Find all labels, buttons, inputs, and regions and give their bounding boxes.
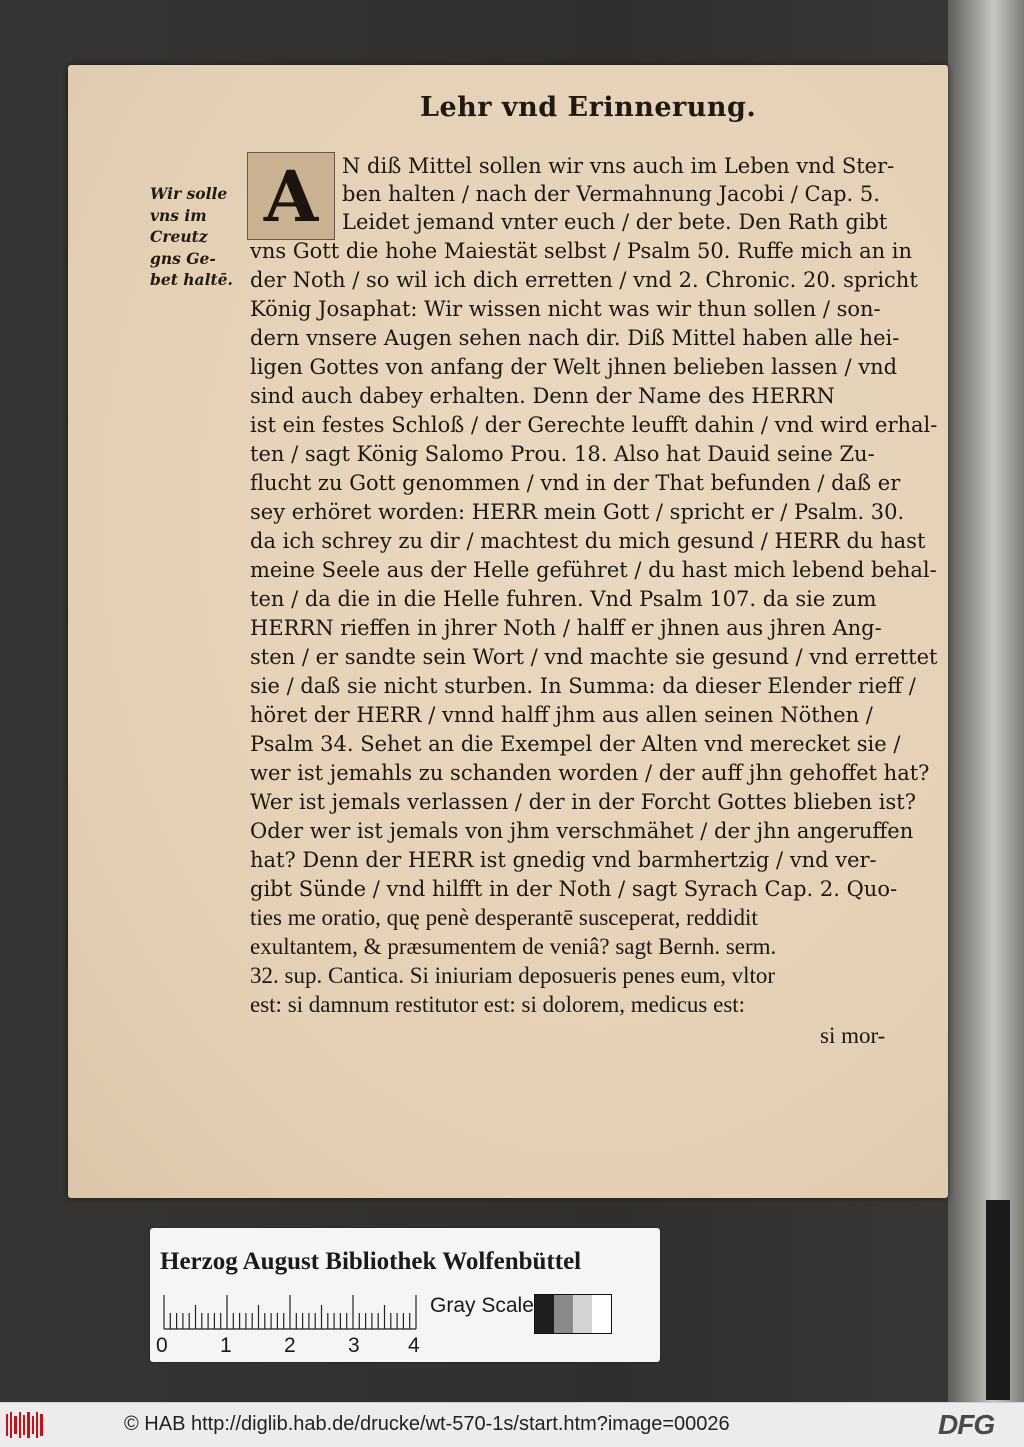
body-line: exultantem, & præsumentem de veniâ? sagt Bernh. serm. bbox=[250, 934, 777, 959]
ruler-number: 3 bbox=[348, 1334, 360, 1357]
body-line: Leidet jemand vnter euch / der bete. Den Rath gibt bbox=[342, 210, 888, 234]
page-header: Lehr vnd Erinnerung. bbox=[420, 92, 757, 123]
body-line: hat? Denn der HERR ist gnedig vnd barmhertzig / vnd ver- bbox=[250, 848, 877, 872]
viewer-footer bbox=[0, 1402, 1024, 1447]
margin-note-line: bet haltē. bbox=[150, 270, 233, 289]
body-line: Oder wer ist jemals von jhm verschmähet / der jhn angeruffen bbox=[250, 819, 914, 843]
body-line: wer ist jemahls zu schanden worden / der auff jhn gehoffet hat? bbox=[250, 761, 930, 785]
body-line: ten / da die in die Helle fuhren. Vnd Psalm 107. da sie zum bbox=[250, 587, 877, 611]
gray-scale-swatches bbox=[534, 1294, 612, 1334]
body-line: vns Gott die hohe Maiestät selbst / Psalm 50. Ruffe mich an in bbox=[250, 239, 913, 263]
body-line: sie / daß sie nicht sturben. In Summa: da dieser Elender rieff / bbox=[250, 674, 916, 698]
dfg-logo: DFG bbox=[938, 1409, 995, 1440]
body-line: König Josaphat: Wir wissen nicht was wir thun sollen / son- bbox=[250, 297, 881, 321]
ruler-numbers bbox=[152, 1334, 422, 1358]
ruler-scale bbox=[160, 1294, 418, 1330]
library-name: Herzog August Bibliothek Wolfenbüttel bbox=[160, 1248, 582, 1275]
margin-note-line: Creutz bbox=[150, 227, 208, 246]
body-line: höret der HERR / vnnd halff jhm aus allen seinen Nöthen / bbox=[250, 703, 873, 727]
body-line: Wer ist jemals verlassen / der in der Forcht Gottes blieben ist? bbox=[250, 790, 916, 814]
body-line: sey erhöret worden: HERR mein Gott / spricht er / Psalm. 30. bbox=[250, 500, 905, 524]
adjacent-page-edge bbox=[948, 0, 1024, 1402]
ruler-number: 0 bbox=[156, 1334, 168, 1357]
body-line: flucht zu Gott genommen / vnd in der That befunden / daß er bbox=[250, 471, 901, 495]
gray-swatch bbox=[554, 1295, 573, 1333]
body-line: der Noth / so wil ich dich erretten / vnd 2. Chronic. 20. spricht bbox=[250, 268, 918, 292]
hab-logo-icon bbox=[6, 1412, 46, 1438]
body-line: Psalm 34. Sehet an die Exempel der Alten vnd merecket sie / bbox=[250, 732, 901, 756]
margin-note bbox=[150, 183, 250, 291]
decorated-initial: A bbox=[247, 152, 335, 240]
body-line: ten / sagt König Salomo Prou. 18. Also hat Dauid seine Zu- bbox=[250, 442, 875, 466]
body-line: est: si damnum restitutor est: si dolorem, medicus est: bbox=[250, 992, 746, 1017]
ruler-number: 2 bbox=[284, 1334, 296, 1357]
body-line: da ich schrey zu dir / machtest du mich gesund / HERR du hast bbox=[250, 529, 926, 553]
body-line: sten / er sandte sein Wort / vnd machte sie gesund / vnd errettet bbox=[250, 645, 938, 669]
margin-note-line: gns Ge- bbox=[150, 248, 216, 268]
ruler-number: 1 bbox=[220, 1334, 232, 1357]
body-line: sind auch dabey erhalten. Denn der Name des HERRN bbox=[250, 384, 835, 408]
body-line: ligen Gottes von anfang der Welt jhnen belieben lassen / vnd bbox=[250, 355, 898, 379]
catchword: si mor- bbox=[820, 1023, 886, 1048]
body-line: HERRN rieffen in jhrer Noth / halff er jhnen aus jhren Ang- bbox=[250, 616, 882, 640]
body-line: dern vnsere Augen sehen nach dir. Diß Mittel haben alle hei- bbox=[250, 326, 900, 350]
gray-swatch bbox=[573, 1295, 592, 1333]
ruler-number: 4 bbox=[408, 1334, 420, 1357]
body-line: ist ein festes Schloß / der Gerechte leufft dahin / vnd wird erhal- bbox=[250, 413, 938, 437]
body-line: N diß Mittel sollen wir vns auch im Leben vnd Ster- bbox=[342, 154, 895, 178]
body-line: gibt Sünde / vnd hilfft in der Noth / sagt Syrach Cap. 2. Quo- bbox=[250, 877, 898, 901]
gray-swatch bbox=[592, 1295, 611, 1333]
margin-note-line: Wir solle bbox=[150, 184, 228, 203]
copyright-url[interactable]: © HAB http://diglib.hab.de/drucke/wt-570-1s/start.htm?image=00026 bbox=[124, 1413, 730, 1435]
body-line: ties me oratio, quę penè desperantē susceperat, reddidit bbox=[250, 905, 758, 930]
body-line: meine Seele aus der Helle geführet / du hast mich lebend behal- bbox=[250, 558, 937, 582]
margin-note-line: vns im bbox=[150, 205, 207, 225]
gray-swatch bbox=[535, 1295, 554, 1333]
body-line: ben halten / nach der Vermahnung Jacobi / Cap. 5. bbox=[342, 182, 880, 206]
gray-scale-label: Gray Scale bbox=[430, 1294, 534, 1317]
body-line: 32. sup. Cantica. Si iniuriam deposueris penes eum, vltor bbox=[250, 963, 776, 988]
library-label bbox=[150, 1228, 660, 1362]
